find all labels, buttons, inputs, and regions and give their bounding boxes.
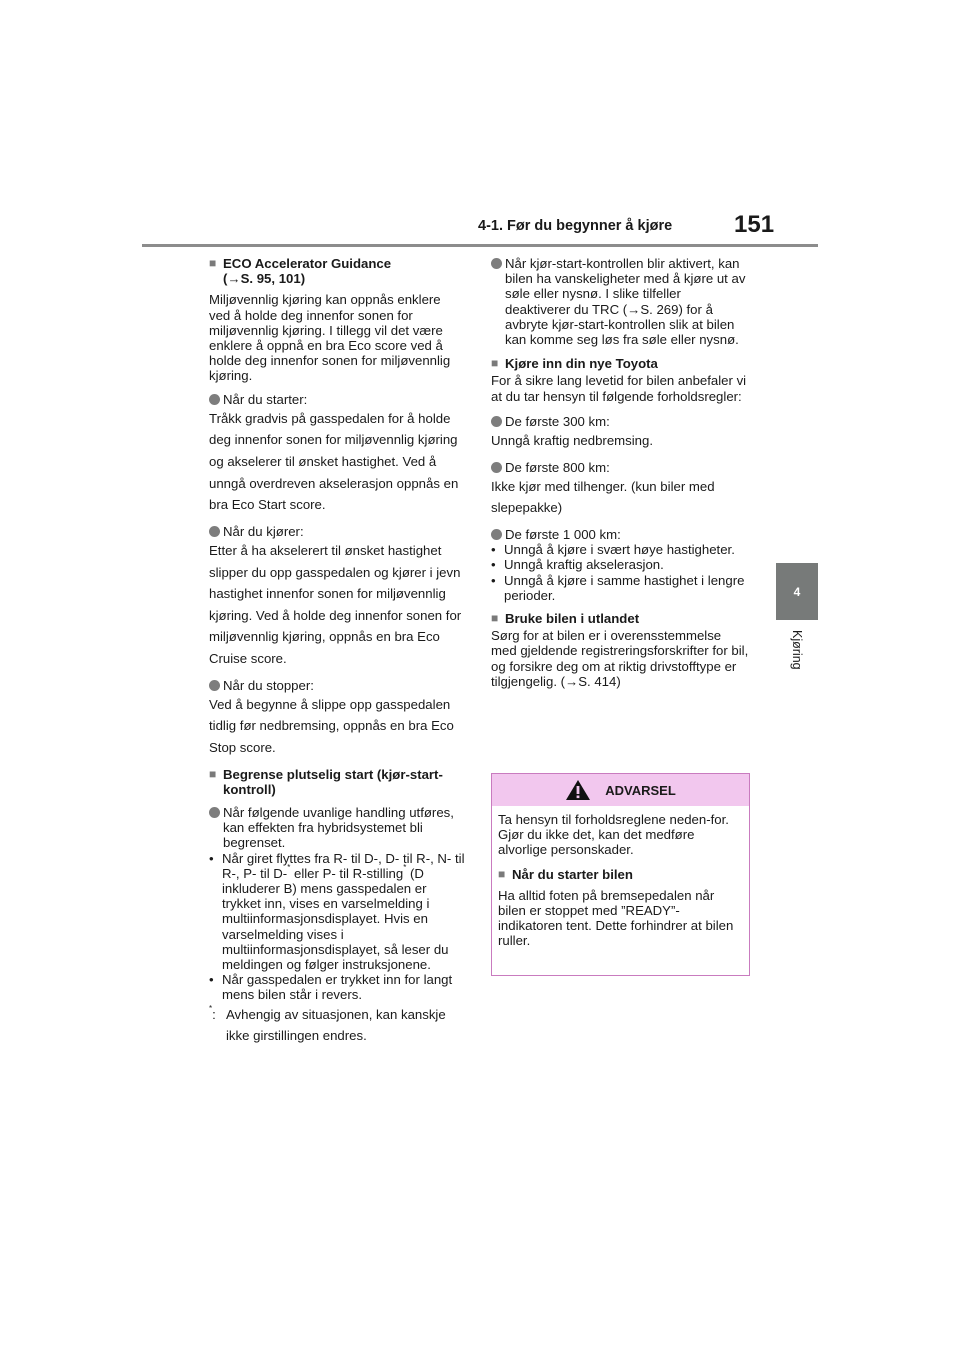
warning-header [492, 774, 749, 806]
start-text: Tråkk gradvis på gasspedalen for å holde deg innenfor sonen for miljøvennlig kjøring og akselerer til ønsket hastighet. Ved å unngå overdreven akselerasjon oppnås en bra Eco Start score. [209, 410, 459, 513]
bullet-icon [491, 462, 502, 473]
list-item: Når du kjører: [209, 524, 465, 539]
list-item: De første 800 km: [491, 460, 749, 475]
warning-line: Ta hensyn til forholdsreglene neden-for. [498, 812, 729, 827]
chapter-label: Kjøring [790, 630, 804, 670]
limit-heading: ■ Begrense plutselig start (kjør-start-kontroll) [209, 766, 443, 797]
bullet-icon [209, 807, 220, 818]
list-item: Når kjør-start-kontrollen blir aktivert, kan bilen ha vanskeligheter med å kjøre ut av søle eller nysnø. I slike tilfeller deaktiverer du TRC (→S. 269) for å avbryte kjør-start-kontrollen slik at bilen kan komme seg løs fra søle eller nysnø. [491, 256, 749, 347]
warning-title: ADVARSEL [605, 782, 676, 798]
sub-item: • Unngå kraftig akselerasjon. [491, 557, 664, 573]
square-bullet-icon: ■ [209, 256, 217, 270]
warning-subheading: ■ Når du starter bilen [498, 866, 633, 882]
square-bullet-icon: ■ [498, 866, 506, 881]
right-column [491, 256, 749, 689]
warning-body [492, 806, 749, 949]
bullet-icon [209, 526, 220, 537]
b300-text: Unngå kraftig nedbremsing. [491, 433, 654, 449]
section-title: 4-1. Før du begynner å kjøre [478, 218, 673, 234]
list-item: De første 1 000 km: [491, 527, 749, 542]
square-bullet-icon: ■ [491, 356, 499, 371]
abroad-paragraph: Sørg for at bilen er i overensstemmelse med gjeldende registreringsforskrifter for bil, og forsikre deg om at riktig drivstofftype er tilgjengelig. (→S. 414) [491, 628, 749, 689]
sub-item: • Når giret flyttes fra R- til D-, D- til R-, N- til R-, P- til D-* eller P- til R-stilling* (D inkluderer B) mens gasspedalen er trykket inn, vises en varselmelding i multiinformasjonsdisplayet. Hvis en varselmelding vises i multiinformasjonsdisplayet, så leser du meldingen og følger instruksjonene. [209, 850, 465, 972]
warning-subtext: Ha alltid foten på bremsepedalen når bilen er stoppet med ”READY”-indikatoren tent. Dette forhindrer at bilen ruller. [498, 887, 734, 949]
abroad-heading: ■ Bruke bilen i utlandet [491, 611, 640, 627]
drive-text: Etter å ha akselerert til ønsket hastighet slipper du opp gasspedalen og kjører i jevn hastighet innenfor sonen for miljøvennlig kjøring. Ved å holde deg innenfor sonen for miljøvennlig kjøring, oppnås en bra Eco Cruise score. [209, 543, 462, 666]
b800-text: Ikke kjør med tilhenger. (kun biler med slepepakke) [491, 478, 715, 516]
header-rule [142, 244, 818, 247]
bullet-icon [491, 258, 502, 269]
warning-triangle-icon [565, 779, 591, 801]
bullet-icon [209, 680, 220, 691]
left-column [209, 256, 465, 1047]
list-item: De første 300 km: [491, 414, 749, 429]
eco-paragraph: Miljøvennlig kjøring kan oppnås enklere ved å holde deg innenfor sonen for miljøvennlig kjøring. I tillegg vil det være enklere å oppnå en bra Eco score ved å holde deg innenfor sonen for miljøvennlig kjøring. [209, 292, 451, 384]
chapter-tab[interactable] [776, 563, 818, 620]
list-item: Når du stopper: [209, 678, 465, 693]
sub-item: • Unngå å kjøre i samme hastighet i lengre perioder. [491, 572, 745, 603]
eco-heading: ■ ECO Accelerator Guidance (→S. 95, 101) [209, 256, 392, 287]
sub-item: • Unngå å kjøre i svært høye hastigheter. [491, 542, 735, 558]
breakin-heading: ■ Kjøre inn din nye Toyota [491, 356, 658, 372]
square-bullet-icon: ■ [209, 766, 217, 781]
warning-box [491, 773, 750, 976]
breakin-paragraph: For å sikre lang levetid for bilen anbefaler vi at du tar hensyn til følgende forholdsregler: [491, 373, 747, 404]
footnote: *: Avhengig av situasjonen, kan kanskje ikke girstillingen endres. [209, 1004, 446, 1044]
stop-text: Ved å begynne å slippe opp gasspedalen tidlig før nedbremsing, oppnås en bra Eco Stop score. [209, 696, 454, 755]
warning-line: Gjør du ikke det, kan det medføre alvorlige personskader. [498, 827, 695, 858]
sub-item: • Når gasspedalen er trykket inn for langt mens bilen står i revers. [209, 972, 453, 1003]
bullet-icon [209, 394, 220, 405]
bullet-icon [491, 416, 502, 427]
list-item: Når du starter: [209, 392, 465, 407]
square-bullet-icon: ■ [491, 611, 499, 626]
bullet-icon [491, 529, 502, 540]
chapter-number: 4 [793, 584, 801, 599]
list-item: Når følgende uvanlige handling utføres, kan effekten fra hybridsystemet bli begrenset. [209, 805, 465, 851]
page-number: 151 [734, 211, 775, 238]
